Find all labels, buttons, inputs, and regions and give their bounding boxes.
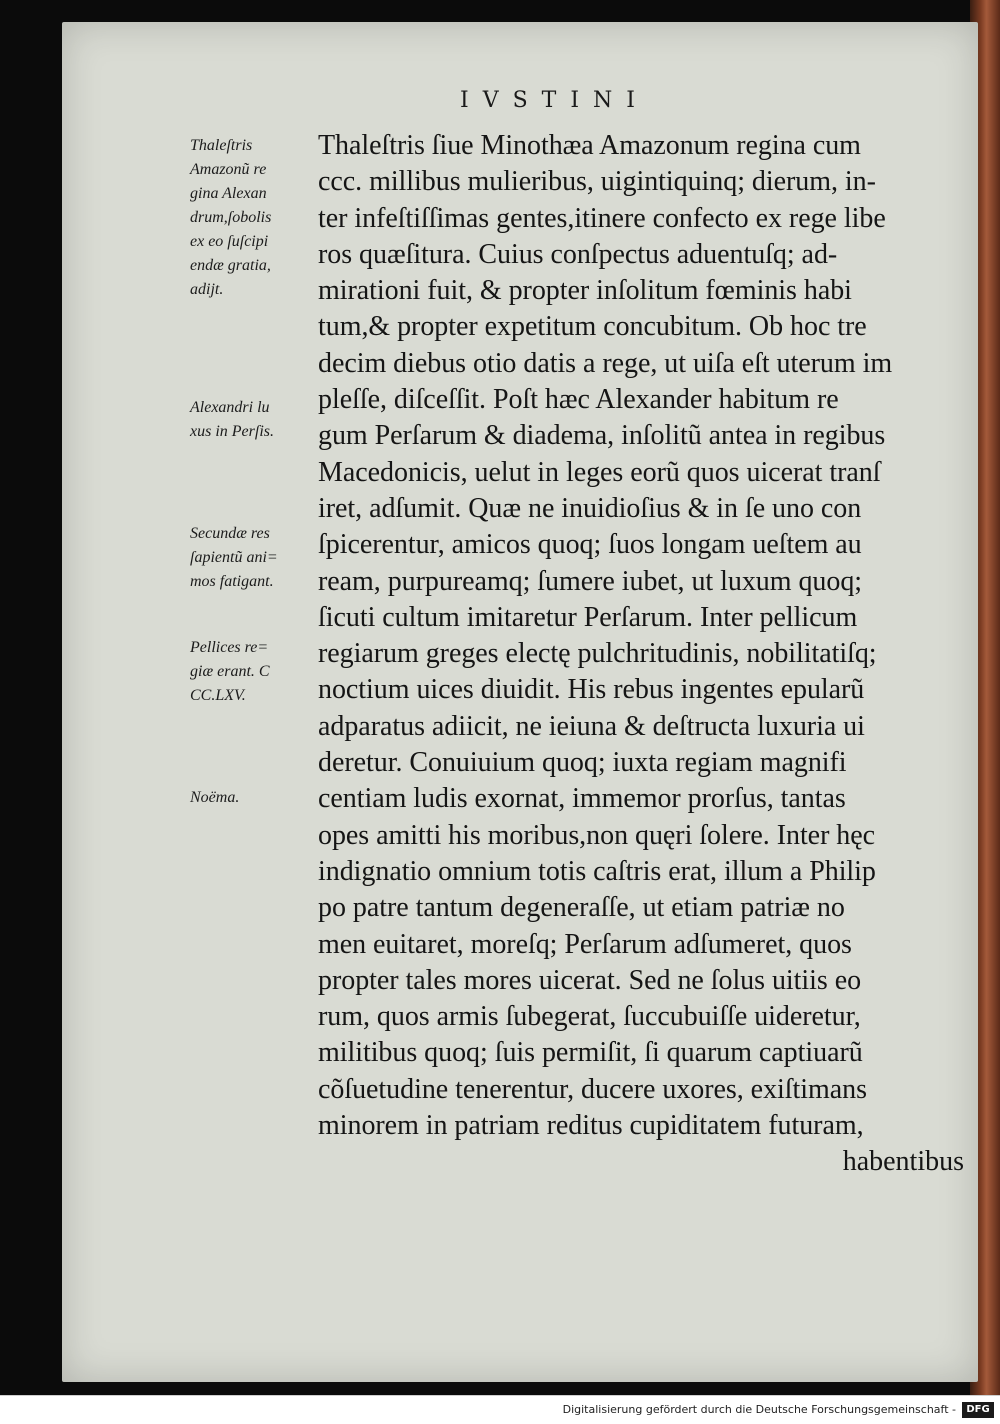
marginal-note-line: ex eo ſuſcipi (190, 233, 269, 250)
marginal-note-line: Thaleſtris (190, 137, 253, 154)
marginal-note-line: xus in Perſis. (190, 423, 274, 440)
text-line: ſicuti cultum imitaretur Perſarum. Inter pellicum (318, 601, 858, 633)
text-line: ros quæſitura. Cuius conſpectus aduentuſq; ad- (318, 238, 838, 270)
marginal-note-line: Secundæ res (190, 525, 270, 542)
text-line: ſpicerentur, amicos quoq; ſuos longam ueſtem au (318, 529, 862, 561)
body-text (318, 128, 968, 1181)
text-line: Macedonicis, uelut in leges eorũ quos uicerat tranſ (318, 456, 881, 488)
text-line: regiarum greges electę pulchritudinis, nobilitatiſq; (318, 638, 877, 670)
marginal-note-line: giæ erant. C (190, 663, 270, 680)
marginal-note (190, 396, 315, 444)
marginal-note-line: Alexandri lu (190, 399, 270, 416)
text-line: noctium uices diuidit. His rebus ingentes epularũ (318, 674, 865, 706)
text-line: deretur. Conuiuium quoq; iuxta regiam magnifi (318, 747, 847, 779)
marginal-note-line: endæ gratia, (190, 257, 271, 274)
text-line: ccc. millibus mulieribus, uigintiquinq; dierum, in- (318, 166, 876, 198)
text-line: militibus quoq; ſuis permiſit, ſi quarum captiuarũ (318, 1037, 863, 1069)
text-line: tum,& propter expetitum concubitum. Ob hoc tre (318, 311, 867, 343)
marginal-note-line: Pellices re= (190, 639, 269, 656)
text-line: propter tales mores uicerat. Sed ne ſolus uitiis eo (318, 964, 862, 996)
text-line: ter infeſtiſſimas gentes,itinere confecto ex rege libe (318, 202, 886, 234)
text-line: decim diebus otio datis a rege, ut uiſa eſt uterum im (318, 347, 893, 379)
catchword: habentibus (842, 1146, 964, 1178)
text-line: men euitaret, moreſq; Perſarum adſumeret, quos (318, 928, 852, 960)
text-line: gum Perſarum & diadema, inſolitũ antea in regibus (318, 420, 886, 452)
text-line: ream, purpureamq; ſumere iubet, ut luxum quoq; (318, 565, 863, 597)
text-line: Thaleſtris ſiue Minothæa Amazonum regina cum (318, 130, 861, 161)
running-head: IVSTINI (460, 88, 649, 113)
text-line: po patre tantum degeneraſſe, ut etiam patriæ no (318, 892, 845, 924)
footer-bar (0, 1395, 1000, 1424)
marginal-note-line: Amazonũ re (190, 161, 267, 178)
marginal-note-line: CC.LXV. (190, 687, 246, 704)
marginal-note-line: adijt. (190, 281, 224, 298)
text-line: cõſuetudine tenerentur, ducere uxores, exiſtimans (318, 1073, 867, 1105)
marginal-note (190, 134, 315, 302)
text-line: pleſſe, diſceſſit. Poſt hæc Alexander habitum re (318, 384, 839, 416)
text-line: adparatus adiicit, ne ieiuna & deſtructa luxuria ui (318, 710, 865, 742)
text-line: indignatio omnium totis caſtris erat, illum a Philip (318, 855, 876, 887)
text-line: rum, quos armis ſubegerat, ſuccubuiſſe uideretur, (318, 1001, 861, 1033)
marginal-note-line: gina Alexan (190, 185, 267, 202)
text-line: opes amitti his moribus,non quęri ſolere. Inter hęc (318, 819, 876, 851)
funding-credit: Digitalisierung gefördert durch die Deutsche Forschungsgemeinschaft - (562, 1403, 956, 1416)
marginal-note-line: mos fatigant. (190, 573, 274, 590)
marginal-note (190, 522, 315, 594)
text-line: minorem in patriam reditus cupiditatem futuram, (318, 1110, 864, 1142)
text-line: iret, adſumit. Quæ ne inuidioſius & in ſe uno con (318, 492, 862, 524)
marginal-note (190, 636, 315, 708)
marginal-note-line: Noëma. (190, 789, 240, 806)
marginal-note-line: drum,ſobolis (190, 209, 272, 226)
marginal-note (190, 786, 315, 810)
text-line: mirationi fuit, & propter inſolitum fœminis habi (318, 275, 852, 307)
dfg-logo-icon: DFG (962, 1402, 994, 1418)
text-line: centiam ludis exornat, immemor prorſus, tantas (318, 783, 846, 815)
marginal-note-line: ſapientũ ani= (190, 549, 278, 566)
